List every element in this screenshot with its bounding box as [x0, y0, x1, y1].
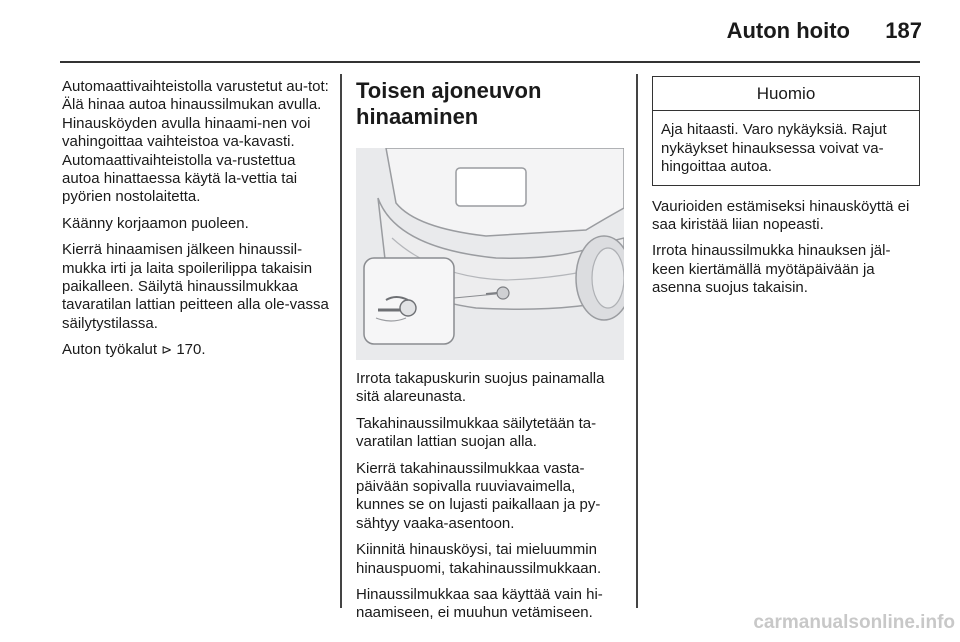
column-2: [356, 78, 624, 631]
column-3: [652, 76, 922, 306]
section-title: Toisen ajoneuvon hinaaminen: [356, 78, 542, 129]
illustration-svg: [356, 148, 624, 360]
xref-page: 170.: [176, 341, 206, 359]
watermark: carmanualsonline.info: [753, 612, 955, 633]
paragraph-screw-in: Kierrä takahinaussilmukkaa vasta-päivään sopivalla ruuviavaimella, kunnes se on lujasti paikallaan ja py-sähtyy vaaka-asentoon.: [356, 459, 601, 532]
paragraph-remove-cover: Irrota takapuskurin suojus painamalla sitä alareunasta.: [356, 370, 605, 406]
note-box: [652, 76, 920, 186]
note-title: Huomio: [653, 77, 919, 111]
paragraph-after-towing: Kierrä hinaamisen jälkeen hinaussil-mukka irti ja laita spoilerilippa takaisin paikalleen. Säilytä hinaussilmukkaa tavaratilan lattian peitteen alla ole-vassa säilytystilassa.: [62, 241, 329, 332]
cross-reference: [62, 341, 332, 359]
paragraph-automatic-transmission: Automaattivaihteistolla varustetut au-tot: Älä hinaa autoa hinaussilmukan avulla. Hinausköyden avulla hinaami-nen voi vahingoittaa vaihteistoa va-kavasti. Automaattivaihteistolla va-rustettua autoa hinattaessa käytä la-vettia tai pyörien nostolaitetta.: [62, 78, 329, 206]
rear-bumper-towing-eye-illustration: [356, 148, 624, 360]
column-divider-left: [340, 74, 342, 608]
paragraph-contact-workshop: Käänny korjaamon puoleen.: [62, 214, 249, 232]
paragraph-remove-eye: Irrota hinaussilmukka hinauksen jäl-keen kiertämällä myötäpäivään ja asenna suojus takaisin.: [652, 242, 891, 297]
paragraph-attach-rope: Kiinnitä hinausköysi, tai mieluummin hinauspuomi, takahinaussilmukkaan.: [356, 541, 602, 577]
column-divider-right: [636, 74, 638, 608]
header-rule: [60, 61, 920, 63]
paragraph-storage: Takahinaussilmukkaa säilytetään ta-varatilan lattian suojan alla.: [356, 414, 597, 451]
xref-text: Auton työkalut: [62, 341, 158, 359]
paragraph-use-only-towing: Hinaussilmukkaa saa käyttää vain hi-naamiseen, ei muuhun vetämiseen.: [356, 586, 603, 622]
xref-arrow-icon: ⊳: [161, 342, 173, 358]
note-text: Aja hitaasti. Varo nykäyksiä. Rajut nykäykset hinauksessa voivat va-hingoittaa autoa.: [661, 121, 887, 176]
paragraph-rope-tension: Vaurioiden estämiseksi hinausköyttä ei saa kiristää liian nopeasti.: [652, 197, 910, 234]
page-number: 187: [885, 18, 922, 43]
column-1: [62, 78, 332, 368]
running-header-title: Auton hoito: [726, 18, 850, 43]
